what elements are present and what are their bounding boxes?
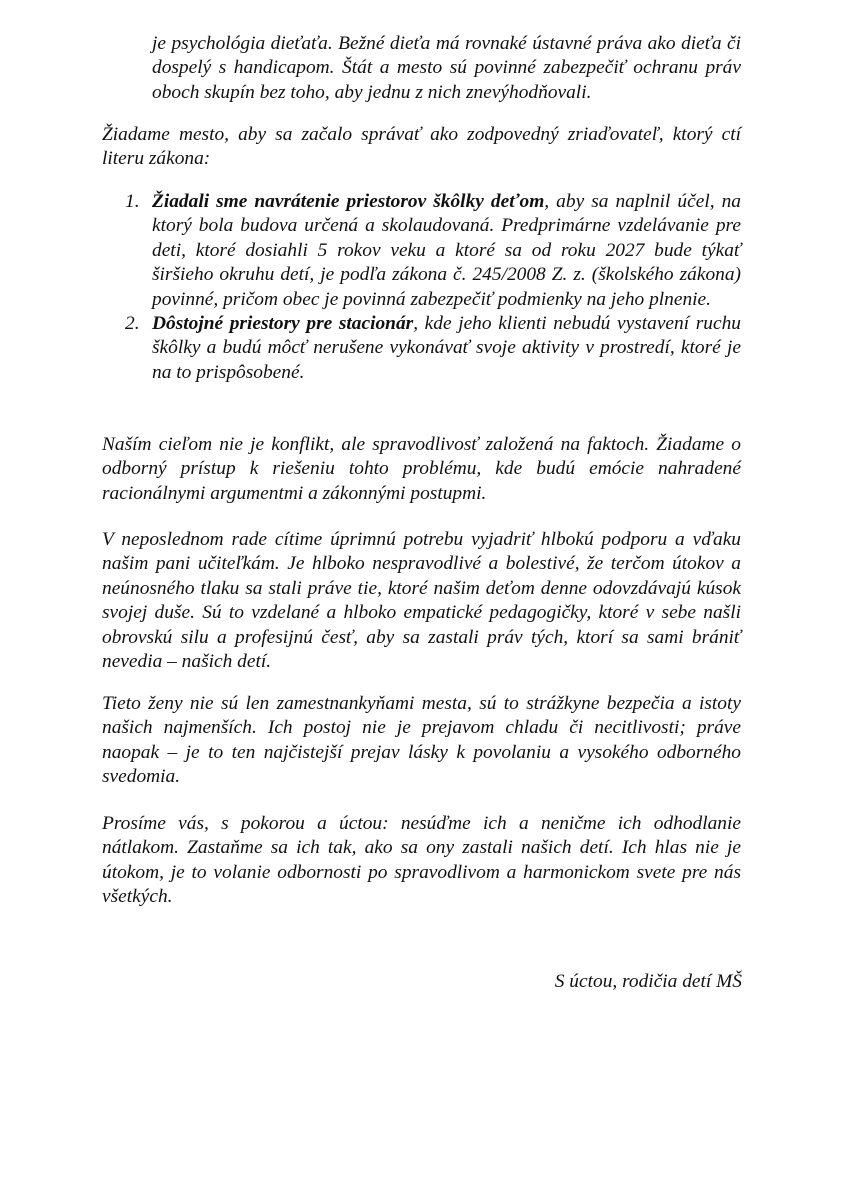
list-item-body: [152, 190, 741, 312]
paragraph-women: Tieto ženy nie sú len zamestnankyňami mesta, sú to strážkyne bezpečia a istoty našich najmenších. Ich postoj nie je prejavom chladu či necitlivosti; práve naopak – je to ten najčistejší prejav lásky k povolaniu a vysokého odborného svedomia.: [102, 693, 741, 788]
signature: S úctou, rodičia detí MŠ: [554, 971, 742, 992]
list-item-text: , kde jeho klienti nebudú vystavení ruchu škôlky a budú môcť nerušene vykonávať svoje aktivity v prostredí, ktoré je na to prispôsobené.: [152, 313, 741, 383]
list-item-body: [152, 312, 741, 385]
list-item-bold-text: Žiadali sme navrátenie priestorov škôlky deťom: [152, 191, 545, 212]
paragraph-plea: Prosíme vás, s pokorou a úctou: nesúďme ich a neničme ich odhodlanie nátlakom. Zastaňme sa ich tak, ako sa ony zastali našich detí. Ich hlas nie je útokom, je to volanie odbornosti po spravodlivom a harmonickom svete pre nás všetkých.: [102, 813, 741, 908]
list-item: [102, 312, 741, 385]
list-item: [102, 190, 741, 312]
paragraph-demand: Žiadame mesto, aby sa začalo správať ako zodpovedný zriaďovateľ, ktorý ctí literu zákona:: [102, 124, 741, 170]
list-item-number: 2.: [125, 313, 140, 335]
paragraph-goal: Naším cieľom nie je konflikt, ale spravodlivosť založená na faktoch. Žiadame o odborný prístup k riešeniu tohto problému, kde budú emócie nahradené racionálnymi argumentmi a zákonnými postupmi.: [102, 434, 741, 504]
requests-list: [102, 190, 741, 385]
list-item-text: , aby sa naplnil účel, na ktorý bola budova určená a skolaudovaná. Predprimárne vzdelávanie pre deti, ktoré dosiahli 5 rokov veku a ktoré sa od roku 2027 bude týkať širšieho okruhu detí, je podľa zákona č. 245/2008 Z. z. (školského zákona) povinné, pričom obec je povinná zabezpečiť podmienky na jeho plnenie.: [152, 191, 741, 310]
paragraph-intro: je psychológia dieťaťa. Bežné dieťa má rovnaké ústavné práva ako dieťa či dospelý s handicapom. Štát a mesto sú povinné zabezpečiť ochranu práv oboch skupín bez toho, aby jednu z nich znevýhodňovali.: [152, 33, 741, 103]
list-item-bold-text: Dôstojné priestory pre stacionár: [152, 313, 414, 335]
paragraph-thanks: V neposlednom rade cítime úprimnú potrebu vyjadriť hlbokú podporu a vďaku našim pani učiteľkám. Je hlboko nespravodlivé a bolestivé, že terčom útokov a neúnosného tlaku sa stali práve tie, ktoré našim deťom denne odovzdávajú kúsok svojej duše. Sú to vzdelané a hlboko empatické pedagogičky, ktoré v sebe našli obrovskú silu a profesijnú česť, aby sa zastali práv tých, ktorí sa sami brániť nevedia – našich detí.: [102, 529, 741, 673]
list-item-number: 1.: [125, 191, 140, 212]
